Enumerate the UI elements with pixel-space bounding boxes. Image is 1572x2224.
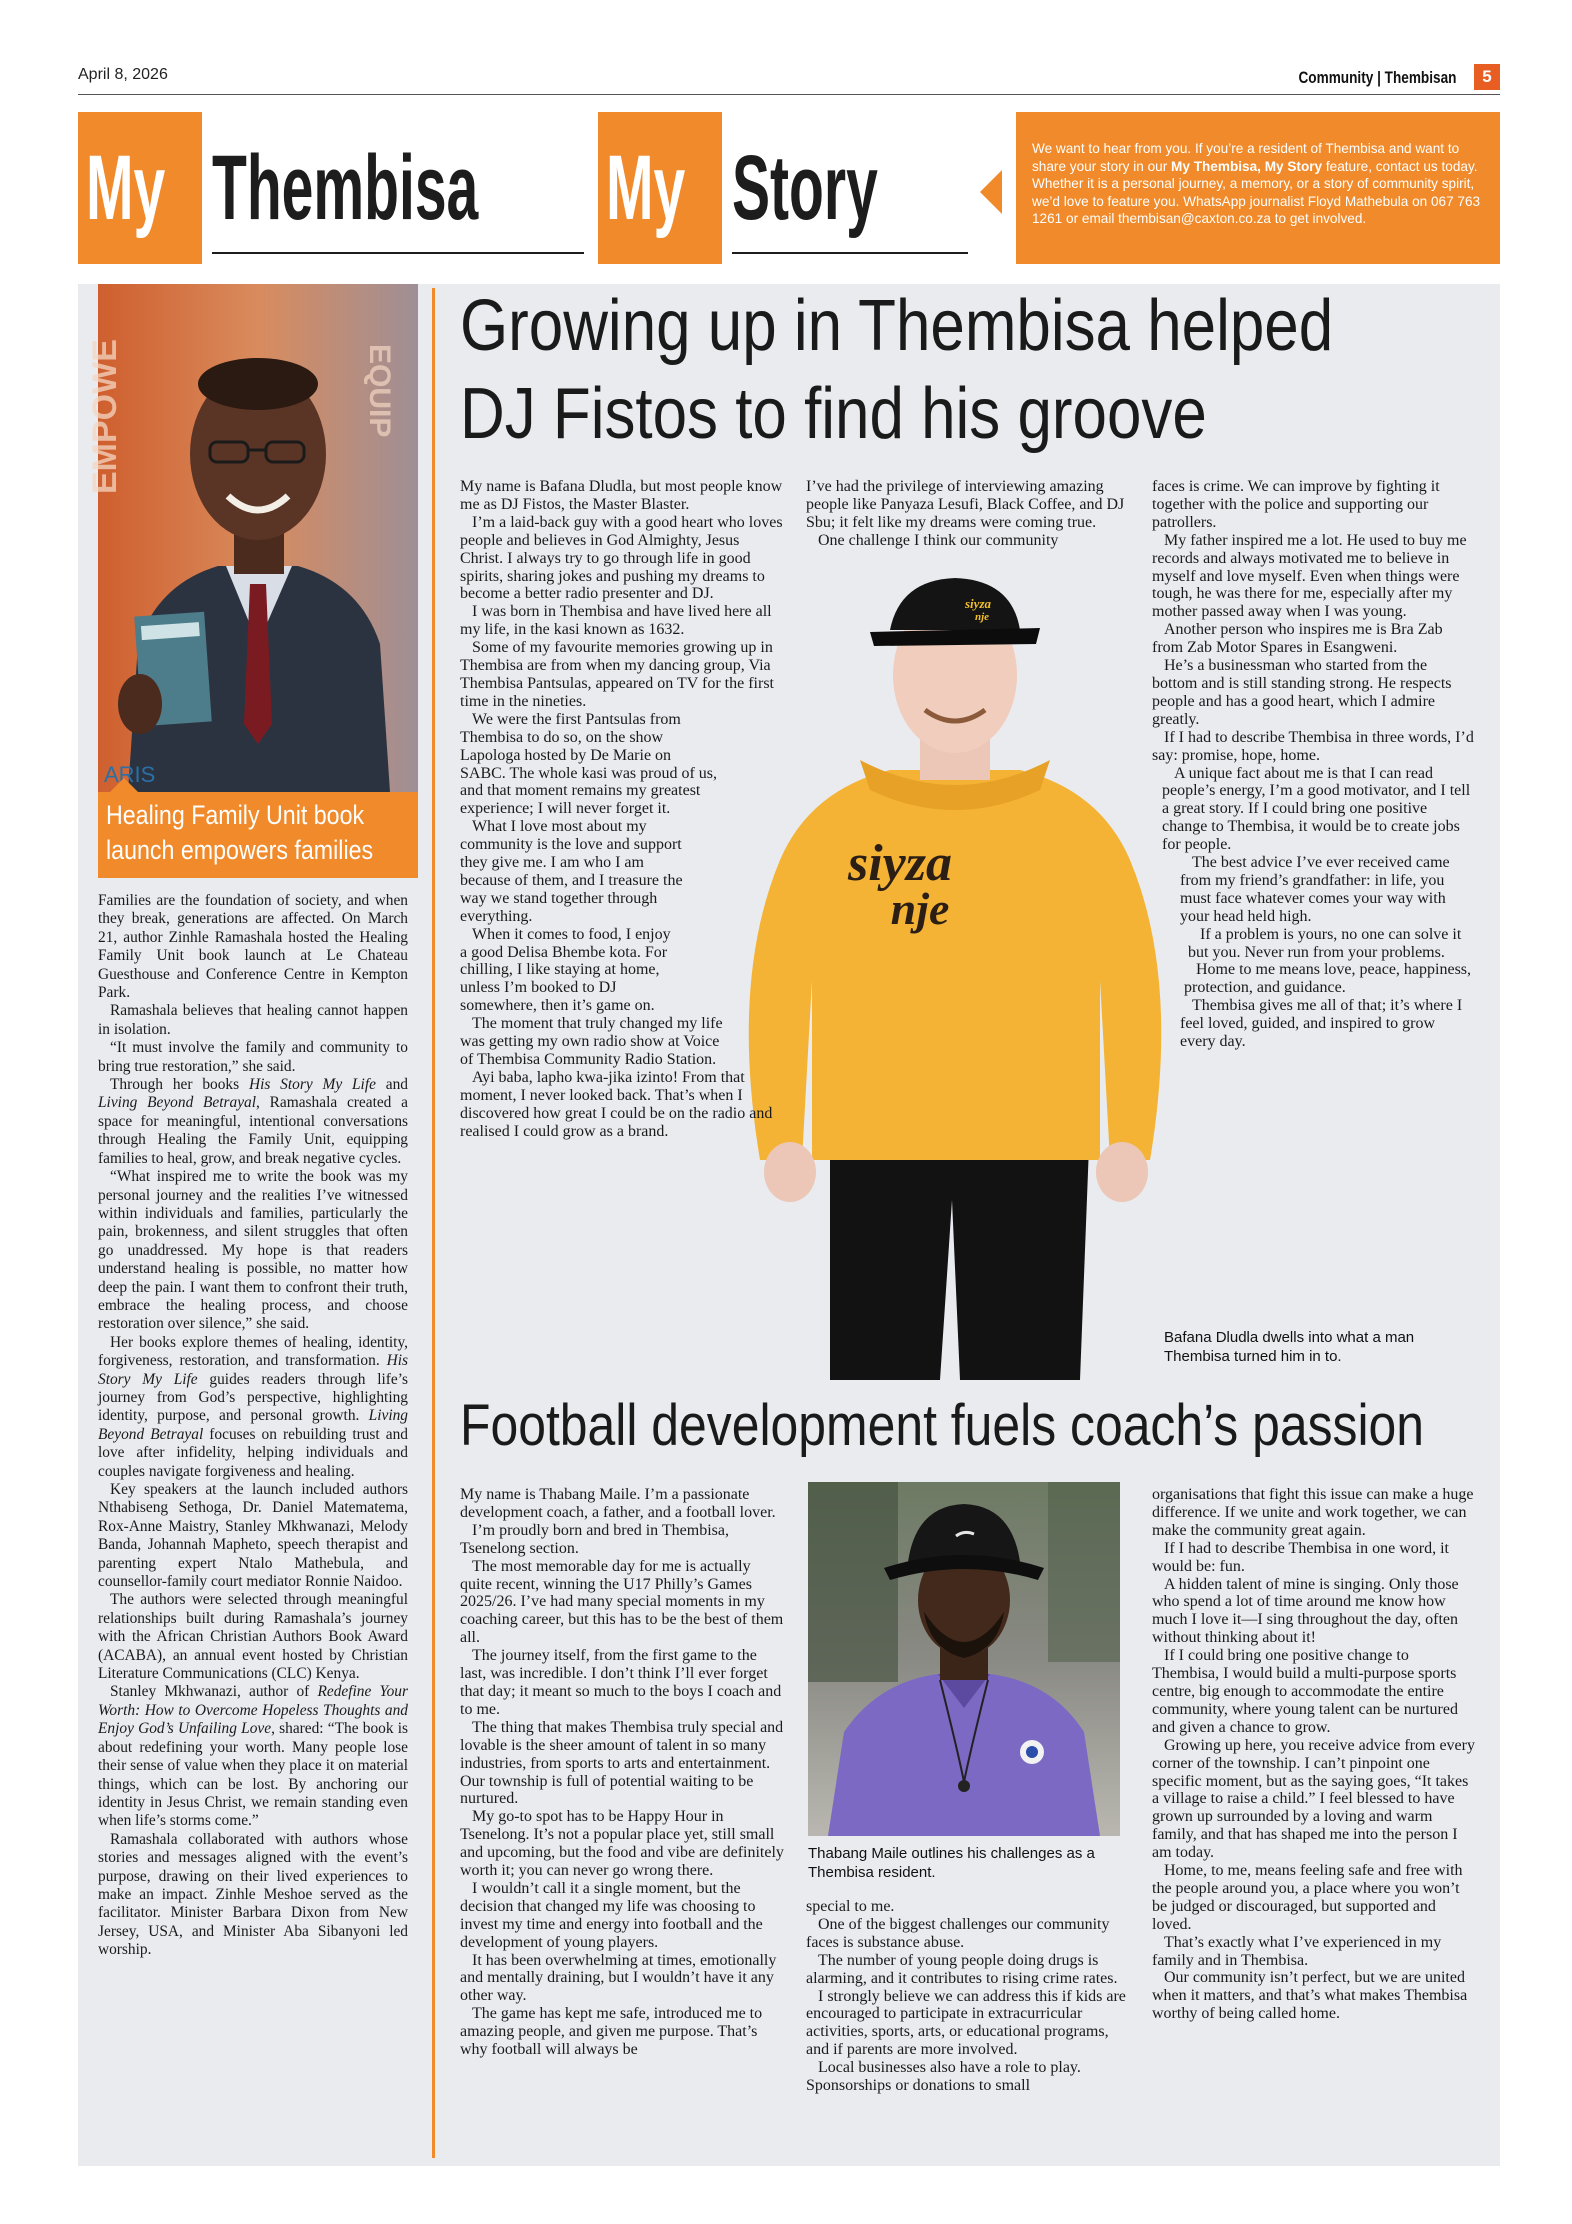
paragraph: Families are the foundation of society, and when they break, generations are affected. On March 21, author Zinhle Ramashala hosted the Healing Family Unit book launch at Le Chateau Guesthouse and Conference Centre in Kempton Park. bbox=[98, 892, 408, 1002]
story1-column-2 bbox=[806, 478, 1132, 550]
paragraph: My father inspired me a lot. He used to buy me records and always motivated me to believe in myself and love myself. Even when things were tough, he was there for me, especially after my mother passed away when I was young. bbox=[1152, 531, 1467, 621]
paragraph: One of the biggest challenges our community faces is substance abuse. bbox=[806, 1915, 1110, 1951]
paragraph: It has been overwhelming at times, emotionally and mentally draining, but I wouldn’t have it any other way. bbox=[460, 1951, 777, 2005]
backdrop-corner-text: ARIS bbox=[104, 762, 156, 787]
paragraph: We were the first Pantsulas from Thembisa to do so, on the show Lapologa hosted by De Marie on SABC. The whole kasi was proud of us, and that moment remains my greatest experience; I will never forget it. bbox=[460, 710, 718, 818]
masthead-my-box bbox=[78, 112, 202, 264]
paragraph: Some of my favourite memories growing up in Thembisa are from when my dancing group, Via Thembisa Pantsulas, appeared on TV for the first time in the nineties. bbox=[460, 639, 774, 710]
text-run: , shared: “The book is about redefining your worth. Many people lose their sense of value when they place it on material things, which can be lost. By anchoring our identity in Jesus Christ, we remain standing even when life’s storms come.” bbox=[98, 1720, 408, 1830]
story1-column-3 bbox=[1152, 478, 1474, 1051]
paragraph: That’s exactly what I’ve experienced in my family and in Thembisa. bbox=[1152, 1933, 1442, 1969]
coach-photo-illustration bbox=[808, 1482, 1120, 1836]
paragraph: The moment that truly changed my life was getting my own radio show at Voice of Thembisa Community Radio Station. bbox=[460, 1015, 723, 1068]
left-story-headline bbox=[98, 792, 418, 878]
dj-photo-caption: Bafana Dludla dwells into what a man Thembisa turned him in to. bbox=[1164, 1329, 1415, 1365]
backdrop-text: EMPOWE bbox=[86, 339, 124, 494]
text-run: and bbox=[375, 1076, 408, 1094]
masthead-thembisa bbox=[212, 112, 641, 264]
masthead-underline bbox=[212, 252, 584, 254]
book-title: His Story My Life bbox=[248, 1076, 376, 1094]
paragraph: Thembisa gives me all of that; it’s where I feel loved, guided, and inspired to grow every day. bbox=[1180, 997, 1463, 1051]
paragraph: “What inspired me to write the book was my personal journey and the realities I’ve witnessed within individuals and families, particularly the pain, brokenness, and silent struggles that often go unaddressed. My hope is that readers understand healing is possible, no matter how deep the pain. I want them to confront their truth, embrace the healing process, and choose restoration over silence,” she said. bbox=[98, 1168, 408, 1333]
invite-text-2: feature, contact us today. Whether it is a personal journey, a memory, or a story of community spirit, we’d love to feature you. WhatsApp journalist Floyd Mathebula on 067 763 1261 or email thembisan@caxton.co.za to get involved. bbox=[1032, 158, 1481, 226]
invite-feature-name: My Thembisa, My Story bbox=[1171, 158, 1323, 174]
page-number: 5 bbox=[1474, 64, 1500, 90]
issue-date: April 8, 2026 bbox=[78, 66, 168, 83]
paragraph: A hidden talent of mine is singing. Only those who spend a lot of time around me know how much I love it—I sing throughout the day, often without thinking about it! bbox=[1152, 1575, 1459, 1647]
story2-headline bbox=[460, 1390, 1500, 1462]
book-title: Living Beyond Betrayal bbox=[98, 1407, 408, 1443]
paragraph: Ramashala believes that healing cannot happen in isolation. bbox=[98, 1002, 408, 1038]
headline-line: DJ Fistos to find his groove bbox=[460, 374, 1207, 454]
page-header bbox=[78, 66, 1500, 95]
masthead-my-box-2 bbox=[598, 112, 722, 264]
left-headline-line: launch empowers families bbox=[106, 835, 374, 865]
paragraph: Our community isn’t perfect, but we are united when it matters, and that’s what makes Thembisa worthy of being called home. bbox=[1152, 1969, 1468, 2023]
dj-photo bbox=[720, 560, 1190, 1380]
story2-column-1 bbox=[460, 1486, 786, 2059]
text-run: focuses on rebuilding trust and love after infidelity, helping individuals and couples navigate forgiveness and healing. bbox=[98, 1425, 408, 1480]
paragraph: When it comes to food, I enjoy a good Delisa Bhembe kota. For chilling, I like staying at home, unless I’m booked to DJ somewhere, then it’s game on. bbox=[460, 925, 671, 1015]
paragraph: What I love most about my community is the love and support they give me. I am who I am because of them, and I treasure the way we stand together through everything. bbox=[460, 818, 683, 925]
paragraph: Home to me means love, peace, happiness, protection, and guidance. bbox=[1184, 961, 1472, 997]
paragraph: organisations that fight this issue can make a huge difference. If we unite and work together, we can make the community great again. bbox=[1152, 1486, 1474, 1539]
paragraph: special to me. bbox=[806, 1898, 895, 1915]
paragraph: The best advice I’ve ever received came from my friend’s grandfather: in life, you must face whatever comes your way with your head held high. bbox=[1180, 854, 1450, 925]
paragraph bbox=[98, 1683, 408, 1830]
author-photo-illustration bbox=[86, 284, 418, 792]
paragraph: I was born in Thembisa and have lived here all my life, in the kasi known as 1632. bbox=[460, 603, 772, 639]
left-headline-line: Healing Family Unit book bbox=[106, 800, 365, 830]
paragraph: A unique fact about me is that I can read people’s energy, I’m a good motivator, and I tell a great story. If I could bring one positive change to Thembisa, it would be to create jobs for people. bbox=[1162, 764, 1471, 854]
paragraph: Another person who inspires me is Bra Zab from Zab Motor Spares in Esangweni. bbox=[1152, 621, 1443, 657]
paragraph: The game has kept me safe, introduced me to amazing people, and given me purpose. That’s why football will always be bbox=[460, 2005, 763, 2059]
paragraph: The most memorable day for me is actually quite recent, winning the U17 Philly’s Games 2025/26. I’ve had many special moments in my coaching career, but this has to be the best of them all. bbox=[460, 1557, 784, 1647]
backdrop-text-2: EQUIP bbox=[363, 344, 396, 438]
pointer-arrow-icon bbox=[980, 170, 1002, 214]
paragraph: If a problem is yours, no one can solve it but you. Never run from your problems. bbox=[1188, 925, 1462, 961]
text-run: , Ramashala created a space for meaningful, intentional conversations through Healing the Family Unit, equipping families to heal, grow, and break negative cycles. bbox=[98, 1094, 408, 1167]
masthead-word: My bbox=[606, 137, 686, 239]
cap-logo-2: nje bbox=[974, 611, 990, 623]
masthead-underline-2 bbox=[732, 252, 968, 254]
paragraph: Local businesses also have a role to play. Sponsorships or donations to small bbox=[806, 2059, 1081, 2095]
paragraph: Home, to me, means feeling safe and free with the people around you, a place where you won’t be judged or discouraged, but supported and loved. bbox=[1152, 1862, 1463, 1933]
paragraph: “It must involve the family and community to bring true restoration,” she said. bbox=[98, 1039, 408, 1075]
book-title: Living Beyond Betrayal bbox=[98, 1094, 257, 1112]
story2-column-2 bbox=[806, 1898, 1132, 2095]
left-story-body bbox=[98, 892, 408, 1960]
cap-logo: siyza bbox=[965, 596, 991, 611]
coach-photo-caption: Thabang Maile outlines his challenges as a Thembisa resident. bbox=[808, 1845, 1095, 1881]
author-photo bbox=[86, 284, 418, 792]
paragraph: faces is crime. We can improve by fighting it together with the police and supporting our patrollers. bbox=[1152, 478, 1440, 531]
paragraph: I’m proudly born and bred in Thembisa, Tsenelong section. bbox=[460, 1521, 729, 1557]
paragraph: The number of young people doing drugs is alarming, and it contributes to rising crime rates. bbox=[806, 1951, 1118, 1987]
text-run: Stanley Mkhwanazi, author of bbox=[110, 1683, 318, 1701]
story2-column-3 bbox=[1152, 1486, 1476, 2023]
invite-text: We want to hear from you. If you’re a resident of Thembisa and want to share your story in our bbox=[1032, 141, 1460, 174]
masthead-word: My bbox=[86, 137, 166, 239]
sweater-logo: siyza bbox=[848, 835, 952, 892]
text-run: Her books explore themes of healing, identity, forgiveness, restoration, and transformation. bbox=[98, 1333, 408, 1370]
paragraph: One challenge I think our community bbox=[818, 531, 1059, 549]
story1-column-1 bbox=[460, 478, 784, 1141]
paragraph: The authors were selected through meaningful relationships built during Ramashala’s journey with the African Christian Authors Book Award (ACABA), an annual event hosted by Christian Literature Communications (CLC) Kenya. bbox=[98, 1591, 408, 1683]
masthead-word: Thembisa bbox=[212, 137, 479, 239]
masthead-story bbox=[732, 112, 967, 264]
headline-line: Growing up in Thembisa helped bbox=[460, 286, 1334, 366]
text-run: Through her books bbox=[110, 1076, 249, 1094]
paragraph: I’m a laid-back guy with a good heart who loves people and believes in God Almighty, Jesus Christ. I always try to go through life in good spirits, sharing jokes and pushing my dreams to become a better radio presenter and DJ. bbox=[460, 513, 783, 603]
text-run: guides readers through life’s journey from God’s perspective, highlighting identity, purpose, and personal growth. bbox=[98, 1370, 409, 1425]
paragraph: He’s a businessman who started from the bottom and is still standing strong. He respects people and has a good heart, which I admire greatly. bbox=[1152, 657, 1452, 728]
paragraph: My name is Bafana Dludla, but most people know me as DJ Fistos, the Master Blaster. bbox=[460, 478, 783, 513]
paragraph: If I could bring one positive change to Thembisa, I would build a multi-purpose sports centre, big enough to accommodate the entire community, where young talent can be nurtured and given a chance to grow. bbox=[1152, 1647, 1458, 1736]
headline-line: Football development fuels coach’s passion bbox=[460, 1393, 1425, 1458]
book-title: His Story My Life bbox=[98, 1352, 408, 1388]
paragraph: I strongly believe we can address this if kids are encouraged to participate in extracurricular activities, sports, arts, or educational programs, and if parents are more involved. bbox=[806, 1987, 1126, 2059]
coach-photo bbox=[808, 1482, 1120, 1836]
paragraph: Ayi baba, lapho kwa-jika izinto! From that moment, I never looked back. That’s when I discovered how great I could be on the radio and realised I could grow as a brand. bbox=[460, 1068, 773, 1140]
column-divider bbox=[432, 288, 435, 2158]
masthead-word: Story bbox=[732, 137, 878, 239]
sweater-logo-2: nje bbox=[890, 883, 950, 934]
paragraph: Ramashala collaborated with authors whose stories and messages aligned with the event’s purpose, drawing on their lived experiences to make an impact. Zinhle Meshoe served as the facilitator. Minister Barbara Dixon from New Jersey, USA, and Minister Aba Sibanyoni led worship. bbox=[98, 1830, 408, 1959]
masthead bbox=[78, 112, 1500, 264]
dj-photo-illustration bbox=[720, 560, 1190, 1380]
paragraph: The thing that makes Thembisa truly special and lovable is the sheer amount of talent in so many industries, from sports to arts and entertainment. Our township is full of potential waiting to be nurtured. bbox=[460, 1718, 784, 1808]
paragraph: Key speakers at the launch included authors Nthabiseng Sethoga, Dr. Daniel Matematema, Rox-Anne Maistry, Stanley Mkhwanazi, Melody Banda, Johannah Mapheto, speech therapist and parenting expert Ntalo Mathebula, and counsellor-family court mediator Ronnie Naidoo. bbox=[98, 1481, 408, 1591]
headline-notch-icon bbox=[110, 778, 138, 792]
paragraph: Growing up here, you receive advice from every corner of the township. I can’t pinpoint one specific moment, but as the saying goes, “It takes a village to raise a child.” I feel blessed to have grown up surrounded by a loving and warm family, and that has shaped me into the person I am today. bbox=[1152, 1736, 1475, 1862]
book-title: Redefine Your Worth: How to Overcome Hopeless Thoughts and Enjoy God’s Unfailing Love bbox=[98, 1683, 408, 1738]
section-label: Community | Thembisan bbox=[1298, 68, 1456, 87]
paragraph: My go-to spot has to be Happy Hour in Tsenelong. It’s not a popular place yet, still small and upcoming, but the food and vibe are definitely worth it; you can never go wrong there. bbox=[460, 1808, 784, 1880]
paragraph: The journey itself, from the first game to the last, was incredible. I don’t think I’ll ever forget that day; it meant so much to the boys I coach and to me. bbox=[460, 1647, 782, 1718]
paragraph: If I had to describe Thembisa in three words, I’d say: promise, hope, home. bbox=[1152, 728, 1474, 764]
paragraph bbox=[98, 1334, 408, 1481]
paragraph: My name is Thabang Maile. I’m a passionate development coach, a father, and a football lover. bbox=[460, 1486, 776, 1521]
paragraph: If I had to describe Thembisa in one word, it would be: fun. bbox=[1152, 1539, 1449, 1575]
invite-box bbox=[1016, 112, 1500, 264]
paragraph: I wouldn’t call it a single moment, but the decision that changed my life was choosing to invest my time and energy into football and the development of young players. bbox=[460, 1879, 763, 1951]
story1-headline bbox=[460, 282, 1500, 458]
paragraph: I’ve had the privilege of interviewing amazing people like Panyaza Lesufi, Black Coffee, and DJ Sbu; it felt like my dreams were coming true. bbox=[806, 478, 1125, 531]
paragraph bbox=[98, 1076, 408, 1168]
